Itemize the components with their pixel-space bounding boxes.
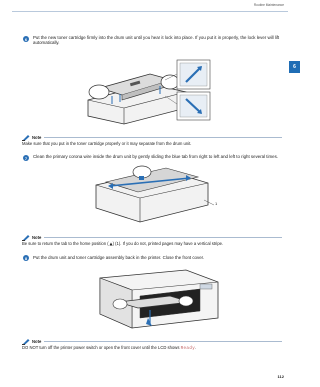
note-3-label: Note bbox=[32, 339, 42, 344]
note-2-label: Note bbox=[32, 235, 42, 240]
note-3-text bbox=[22, 345, 288, 352]
note-2-text-start: Be sure to return the tab to the home position ( bbox=[22, 241, 109, 246]
step-8-text: Put the drum unit and toner cartridge assembly back in the printer. Close the front cover. bbox=[33, 255, 205, 260]
note-3-rule bbox=[44, 341, 282, 342]
page-number: 112 bbox=[277, 374, 284, 379]
note-3-header bbox=[22, 338, 41, 345]
note-icon bbox=[22, 338, 30, 345]
step-7-number: 7 bbox=[24, 155, 28, 161]
running-header: Routine Maintenance bbox=[253, 3, 284, 7]
chapter-tab: 6 bbox=[289, 61, 300, 73]
note-3-text-start: DO NOT turn off the printer power switch or open the front cover until the LCD shows bbox=[22, 345, 181, 350]
step-8-number: 8 bbox=[24, 255, 28, 261]
note-2-text-end: ) (1). If you do not, printed pages may have a vertical stripe. bbox=[112, 241, 224, 246]
lcd-ready-message: Ready bbox=[180, 347, 196, 351]
note-1-text: Make sure that you put in the toner cartridge properly or it may separate from the drum unit. bbox=[22, 141, 192, 146]
step-6-number: 6 bbox=[24, 36, 28, 42]
note-1-label: Note bbox=[32, 135, 42, 140]
figure-2-callout: 1 bbox=[215, 201, 218, 206]
note-3-text-end: . bbox=[195, 345, 197, 350]
step-7-text: Clean the primary corona wire inside the drum unit by gently sliding the blue tab from right to left and left to right several times. bbox=[33, 154, 279, 159]
step-6-text: Put the new toner cartridge firmly into the drum unit until you hear it lock into place. If you put it in properly, the lock lever will lift automatically. bbox=[33, 35, 280, 46]
